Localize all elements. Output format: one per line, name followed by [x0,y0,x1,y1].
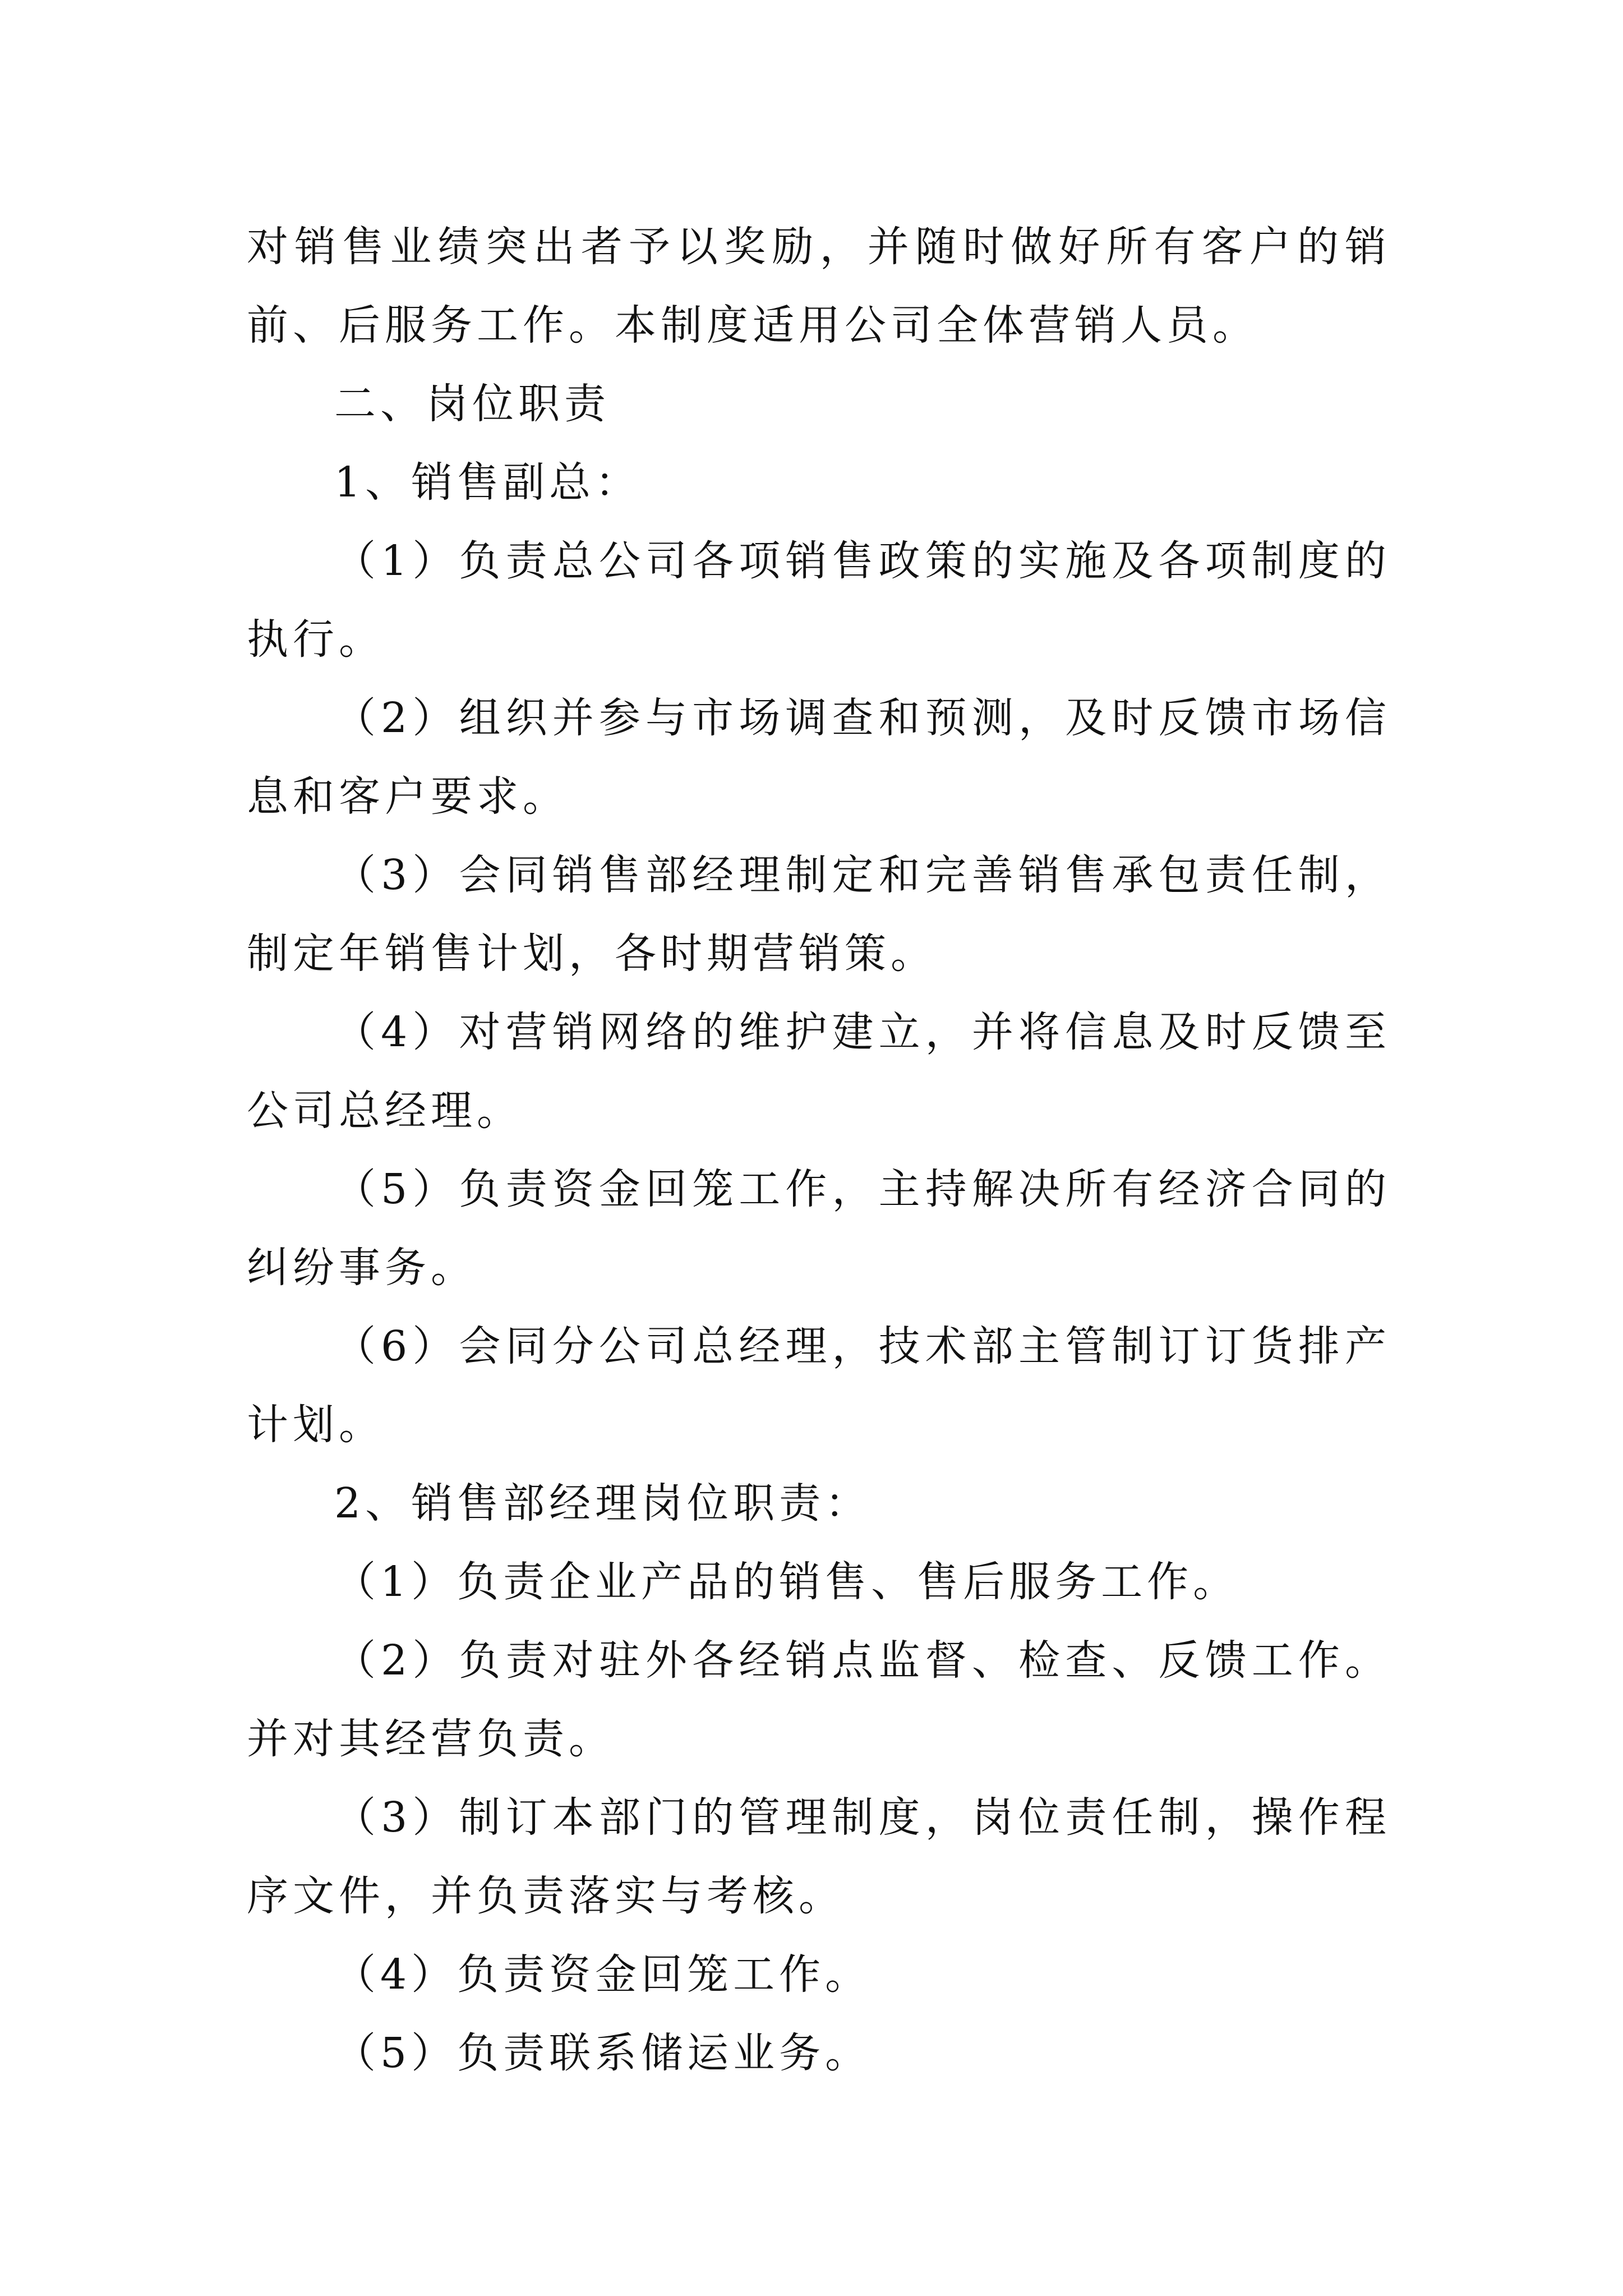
duty-item: （2）组织并参与市场调查和预测，及时反馈市场信息和客户要求。 [247,694,1391,821]
duty-item: （3）制订本部门的管理制度，岗位责任制，操作程序文件，并负责落实与考核。 [247,1793,1391,1920]
duty-item: （5）负责联系储运业务。 [334,2029,872,2077]
duty-item: （1）负责企业产品的销售、售后服务工作。 [334,1558,1239,1606]
document-body [247,208,1391,2092]
duty-item: （4）对营销网络的维护建立，并将信息及时反馈至公司总经理。 [247,1008,1391,1135]
section-heading-job-duties: 二、岗位职责 [334,380,610,428]
subheading-sales-vp: 1、销售副总： [334,458,642,507]
duty-item: （5）负责资金回笼工作，主持解决所有经济合同的纠纷事务。 [247,1165,1391,1292]
duty-item: （1）负责总公司各项销售政策的实施及各项制度的执行。 [247,537,1391,664]
duty-item: （2）负责对驻外各经销点监督、检查、反馈工作。并对其经营负责。 [247,1636,1391,1763]
duty-item: （4）负责资金回笼工作。 [334,1950,872,1999]
paragraph-sales-reward-scope: 对销售业绩突出者予以奖励，并随时做好所有客户的销前、后服务工作。本制度适用公司全体营销人员。 [247,223,1391,349]
duty-item: （3）会同销售部经理制定和完善销售承包责任制，制定年销售计划，各时期营销策。 [247,851,1391,978]
subheading-sales-manager: 2、销售部经理岗位职责： [334,1479,872,1527]
duty-item: （6）会同分公司总经理，技术部主管制订订货排产计划。 [247,1322,1391,1449]
